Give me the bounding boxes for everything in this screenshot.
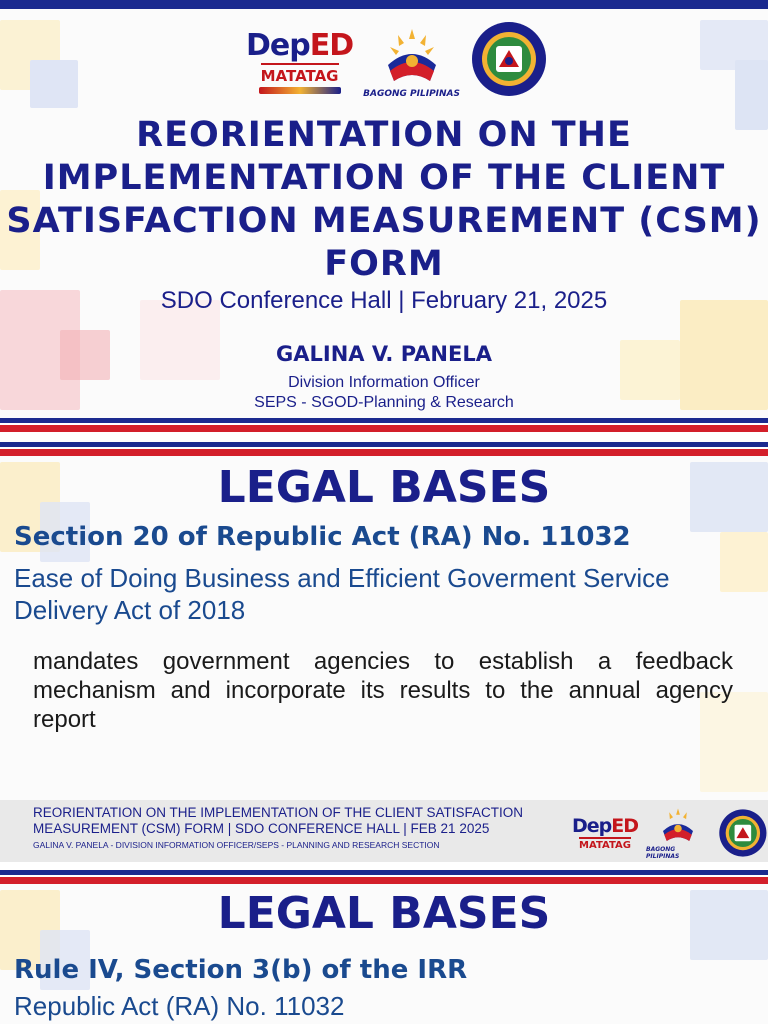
legal-bases-slide [0,442,768,862]
footer-division-seal-icon [718,808,768,858]
slide-heading: LEGAL BASES [217,462,551,513]
division-seal-logo [470,20,548,103]
division-seal-icon [470,20,548,98]
presenter-name: GALINA V. PANELA [276,342,492,366]
deped-matatag-logo: DepED MATATAG [246,29,353,94]
act-title: Republic Act (RA) No. 11032 [14,991,345,1021]
header-logos [246,20,548,103]
footer-presenter-line: GALINA V. PANELA - DIVISION INFORMATION OFFICER/SEPS - PLANNING AND RESEARCH SECTION [33,840,440,850]
legal-bases-slide-2 [0,870,768,1024]
footer-logos [572,806,768,860]
slide-footer [0,800,768,862]
presenter-office: SEPS - SGOD-Planning & Research [254,394,514,411]
mandate-text: mandates government agencies to establish a feedback mechanism and incorporate its results to the annual agency report [33,648,733,733]
top-navy-bar [0,0,768,9]
bottom-stripe [0,418,768,432]
venue-date: SDO Conference Hall | February 21, 2025 [160,287,608,314]
bagong-pilipinas-logo: BAGONG PILIPINAS [363,25,460,99]
top-stripe [0,870,768,884]
slide-title: REORIENTATION ON THE IMPLEMENTATION OF THE CLIENT SATISFACTION MEASUREMENT (CSM) FORM [6,115,762,284]
bagong-pilipinas-icon [380,25,444,89]
footer-bagong-pilipinas-logo: BAGONG PILIPINAS [646,806,710,860]
top-stripe [0,442,768,456]
title-slide [0,0,768,432]
decor-square [30,60,78,108]
presenter-role: Division Information Officer [288,374,480,391]
footer-event-line: REORIENTATION ON THE IMPLEMENTATION OF THE CLIENT SATISFACTION MEASUREMENT (CSM) FORM | SDO CONFERENCE HALL | FEB 21 2025 [33,805,524,836]
bagong-pilipinas-icon [656,806,700,846]
act-title: Ease of Doing Business and Efficient Goverment Service Delivery Act of 2018 [14,563,670,625]
slide-heading: LEGAL BASES [217,888,551,939]
footer-deped-logo: DepED MATATAG [572,814,639,851]
section-reference: Section 20 of Republic Act (RA) No. 11032 [14,522,631,552]
section-reference: Rule IV, Section 3(b) of the IRR [14,955,468,985]
